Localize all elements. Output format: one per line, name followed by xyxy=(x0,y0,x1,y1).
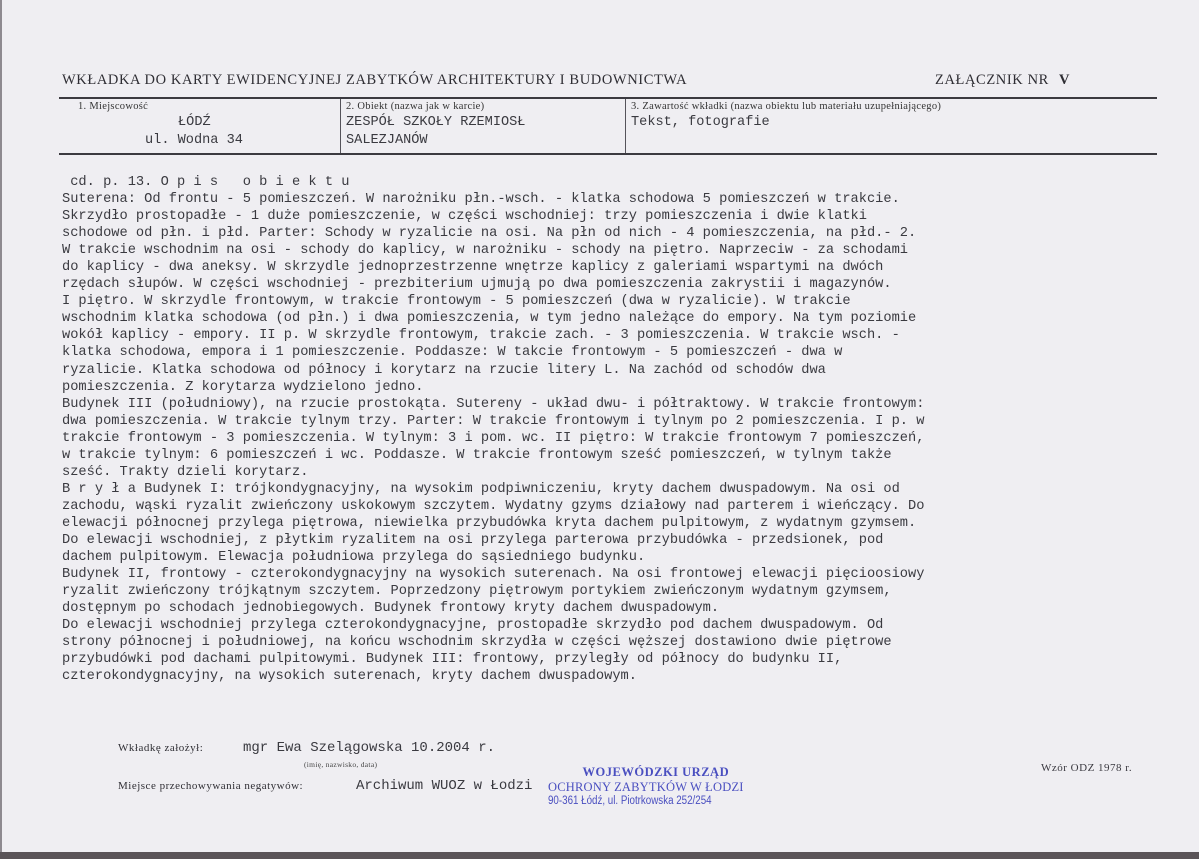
description-line: do kaplicy - dwa aneksy. W skrzydle jednoprzestrzenne wnętrze kaplicy z galeriami wspartymi na dwóch xyxy=(62,260,884,276)
object-name-line1: ZESPÓŁ SZKOŁY RZEMIOSŁ xyxy=(346,115,526,130)
annex-value: V xyxy=(1058,72,1071,88)
field-object xyxy=(346,101,484,112)
description-line: ryzalit zwieńczony trójkątnym szczytem. Poprzedzony piętrowym portykiem zwieńczonym wydatnym gzymsem, xyxy=(62,584,892,600)
description-line: elewacji północnej przylega piętrowa, niewielka przybudówka kryta dachem pulpitowym, z wydatnym gzymsem. xyxy=(62,515,917,531)
table-divider-2 xyxy=(625,99,626,153)
description-line: sześć. Trakty dzieli korytarz. xyxy=(62,464,309,480)
description-line: Suterena: Od frontu - 5 pomieszczeń. W narożniku płn.-wsch. - klatka schodowa 5 pomieszczeń w trakcie. xyxy=(62,192,900,208)
description-line: B r y ł a Budynek I: trójkondygnacyjny, na wysokim podpiwniczeniu, kryty dachem dwuspadowym. Na osi od xyxy=(62,481,900,497)
description-line: schodowe od płn. i płd. Parter: Schody w ryzalicie na osi. Na płn od nich - 4 pomieszczenia, na płd.- 2. xyxy=(62,226,917,242)
description-line: trakcie frontowym - 3 pomieszczenia. W tylnym: 3 i pom. wc. II piętro: W trakcie frontowym 7 pomieszczeń, xyxy=(62,430,925,446)
description-line: dostępnym po schodach jednobiegowych. Budynek frontowy kryty dachem dwuspadowym. xyxy=(62,601,720,617)
description-line: dachem pulpitowym. Elewacja południowa przylega do sąsiedniego budynku. xyxy=(62,550,646,566)
description-line: I piętro. W skrzydle frontowym, w trakcie frontowym - 5 pomieszczeń (dwa w ryzalicie). W trakcie xyxy=(62,294,851,310)
form-title: WKŁADKA DO KARTY EWIDENCYJNEJ ZABYTKÓW ARCHITEKTURY I BUDOWNICTWA xyxy=(62,72,688,88)
description-line: Do elewacji wschodniej, z płytkim ryzalitem na osi przylega parterowa przybudówka - przedsionek, pod xyxy=(62,532,884,548)
field-locality-label: 1. Miejscowość xyxy=(78,101,149,112)
table-bottom-rule xyxy=(59,153,1157,155)
locality-street: ul. Wodna 34 xyxy=(145,133,243,148)
stamp-line-2: OCHRONY ZABYTKÓW W ŁODZI xyxy=(548,780,744,794)
field-object-label: 2. Obiekt (nazwa jak w karcie) xyxy=(346,101,485,112)
description-line: ryzalicie. Klatka schodowa od północy i korytarz na rzucie litery L. Na zachód od schodów dwa xyxy=(62,362,826,378)
contents-value: Tekst, fotografie xyxy=(631,115,770,130)
description-line: cd. p. 13. O p i s o b i e k t u xyxy=(62,175,350,190)
description-line: w trakcie tylnym: 6 pomieszczeń i wc. Poddasze. W trakcie frontowym sześć pomieszczeń, w tylnym także xyxy=(62,447,892,463)
stamp-line-1: WOJEWÓDZKI URZĄD xyxy=(582,765,730,779)
description-line: klatka schodowa, empora i 1 pomieszczenie. Poddasze: W takcie frontowym - 5 pomieszczeń - dwa w xyxy=(62,345,843,361)
field-locality xyxy=(78,101,148,112)
description-line: W trakcie wschodnim na osi - schody do kaplicy, w narożniku - schody na piętro. Naprzeciw - za schodami xyxy=(62,243,909,259)
description-line: czterokondygnacyjny, na wysokich suterenach, kryty dachem dwuspadowym. xyxy=(62,669,637,685)
object-description xyxy=(62,174,1172,685)
field-contents-label: 3. Zawartość wkładki (nazwa obiektu lub materiału uzupełniającego) xyxy=(631,101,942,112)
description-line: zachodu, wąski ryzalit zwieńczony uskokowym szczytem. Wydatny gzyms działowy nad parterem i wieńczący. Do xyxy=(62,498,925,514)
description-line: dwa pomieszczenia. W trakcie tylnym trzy. Parter: W trakcie frontowym i tylnym po 2 pomieszczenia. I p. w xyxy=(62,413,925,429)
template-note: Wzór ODZ 1978 r. xyxy=(1041,762,1133,774)
negatives-value: Archiwum WUOZ w Łodzi xyxy=(356,778,533,794)
description-line: Budynek III (południowy), na rzucie prostokąta. Sutereny - układ dwu- i półtraktowy. W trakcie frontowym: xyxy=(62,396,925,412)
description-line: wschodnim klatka schodowa (od płn.) i dwa pomieszczenia, w tym jedno należące do empory. Na tym poziomie xyxy=(62,311,917,327)
description-line: przybudówki pod dachami pulpitowymi. Budynek III: frontowy, przyległy od północy do budynku II, xyxy=(62,652,843,668)
author-value: mgr Ewa Szelągowska 10.2004 r. xyxy=(243,740,496,756)
description-line: strony północnej i południowej, na końcu wschodnim skrzydła w części węższej dostawiono dwie piętrowe xyxy=(62,635,892,651)
page-bottom-edge xyxy=(0,852,1199,859)
negatives-label: Miejsce przechowywania negatywów: xyxy=(118,780,304,792)
description-line: pomieszczenia. Z korytarza wydzielono jedno. xyxy=(62,379,424,395)
description-line: wokół kaplicy - empory. II p. W skrzydle frontowym, trakcie zach. - 3 pomieszczenia. W trakcie wsch. - xyxy=(62,328,900,344)
field-contents xyxy=(631,101,941,112)
locality-city: ŁÓDŹ xyxy=(178,115,211,130)
description-line: Budynek II, frontowy - czterokondygnacyjny na wysokich suterenach. Na osi frontowej elewacji pięcioosiowy xyxy=(62,567,925,583)
stamp-line-3: 90-361 Łódź, ul. Piotrkowska 252/254 xyxy=(548,795,712,807)
page-left-edge xyxy=(0,0,2,859)
office-stamp xyxy=(548,765,744,807)
description-line: Do elewacji wschodniej przylega czterokondygnacyjne, prostopadłe skrzydło pod dachem dwuspadowym. Od xyxy=(62,618,884,634)
table-divider-1 xyxy=(340,99,341,153)
author-label: Wkładkę założył: xyxy=(118,742,204,754)
description-line: rzędach słupów. W części wschodniej - prezbiterium ujmują po dwa pomieszczenia zakrystii i magazynów. xyxy=(62,277,892,293)
description-line: Skrzydło prostopadłe - 1 duże pomieszczenie, w części wschodniej: trzy pomieszczenia i dwie klatki xyxy=(62,209,867,225)
table-top-rule xyxy=(59,97,1157,99)
annex-label: ZAŁĄCZNIK NR xyxy=(935,72,1049,88)
annex-number xyxy=(935,72,1070,89)
author-hint: (imię, nazwisko, data) xyxy=(304,760,378,769)
object-name-line2: SALEZJANÓW xyxy=(346,133,428,148)
